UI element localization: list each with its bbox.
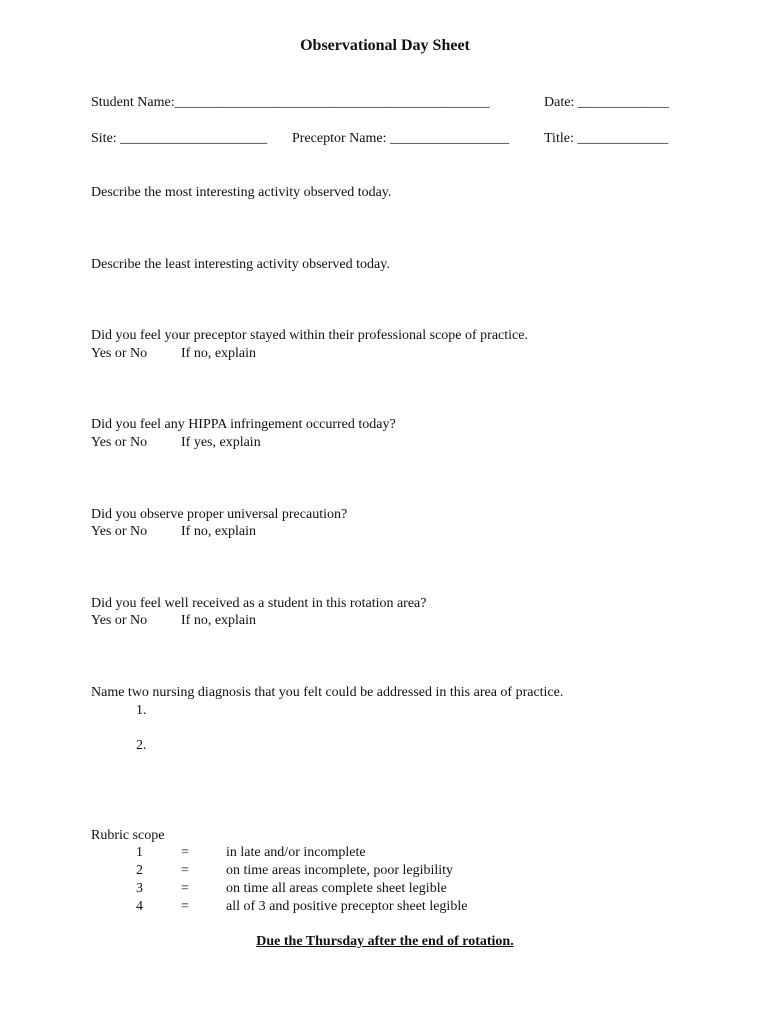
rubric-score: 1 [136, 845, 143, 860]
well-received-yes-no: Yes or No [91, 613, 148, 628]
question-nursing-diagnosis: Name two nursing diagnosis that you felt could be addressed in this area of practice. [91, 685, 564, 700]
rubric-equals: = [181, 863, 189, 878]
rubric-equals: = [181, 845, 189, 860]
title-field: Title: _____________ [544, 131, 669, 146]
rubric-description: in late and/or incomplete [226, 845, 366, 860]
page-title: Observational Day Sheet [300, 37, 470, 54]
question-least-interesting: Describe the least interesting activity observed today. [91, 257, 390, 272]
rubric-description: on time areas incomplete, poor legibility [226, 863, 454, 878]
question-hippa: Did you feel any HIPPA infringement occurred today? [91, 417, 396, 432]
rubric-score: 2 [136, 863, 143, 878]
rubric-equals: = [181, 899, 189, 914]
due-date-note: Due the Thursday after the end of rotation. [256, 934, 514, 949]
rubric-description: all of 3 and positive preceptor sheet legible [226, 899, 468, 914]
rubric-heading: Rubric scope [91, 828, 165, 843]
rubric-equals: = [181, 881, 189, 896]
preceptor-scope-yes-no: Yes or No [91, 346, 148, 361]
hippa-explain: If yes, explain [181, 435, 261, 450]
well-received-explain: If no, explain [181, 613, 257, 628]
student-name-field: Student Name:_____________________________________________ [91, 95, 490, 110]
hippa-yes-no: Yes or No [91, 435, 148, 450]
question-well-received: Did you feel well received as a student in this rotation area? [91, 596, 427, 611]
date-field: Date: _____________ [544, 95, 669, 110]
preceptor-name-field: Preceptor Name: _________________ [292, 131, 509, 146]
rubric-score: 3 [136, 881, 143, 896]
question-preceptor-scope: Did you feel your preceptor stayed within their professional scope of practice. [91, 328, 528, 343]
universal-precaution-explain: If no, explain [181, 524, 257, 539]
site-field: Site: _____________________ [91, 131, 268, 146]
nursing-diagnosis-item-1: 1. [136, 703, 147, 718]
nursing-diagnosis-item-2: 2. [136, 738, 147, 753]
universal-precaution-yes-no: Yes or No [91, 524, 148, 539]
preceptor-scope-explain: If no, explain [181, 346, 257, 361]
rubric-description: on time all areas complete sheet legible [226, 881, 447, 896]
question-universal-precaution: Did you observe proper universal precaution? [91, 507, 348, 522]
question-most-interesting: Describe the most interesting activity observed today. [91, 185, 392, 200]
rubric-score: 4 [136, 899, 143, 914]
